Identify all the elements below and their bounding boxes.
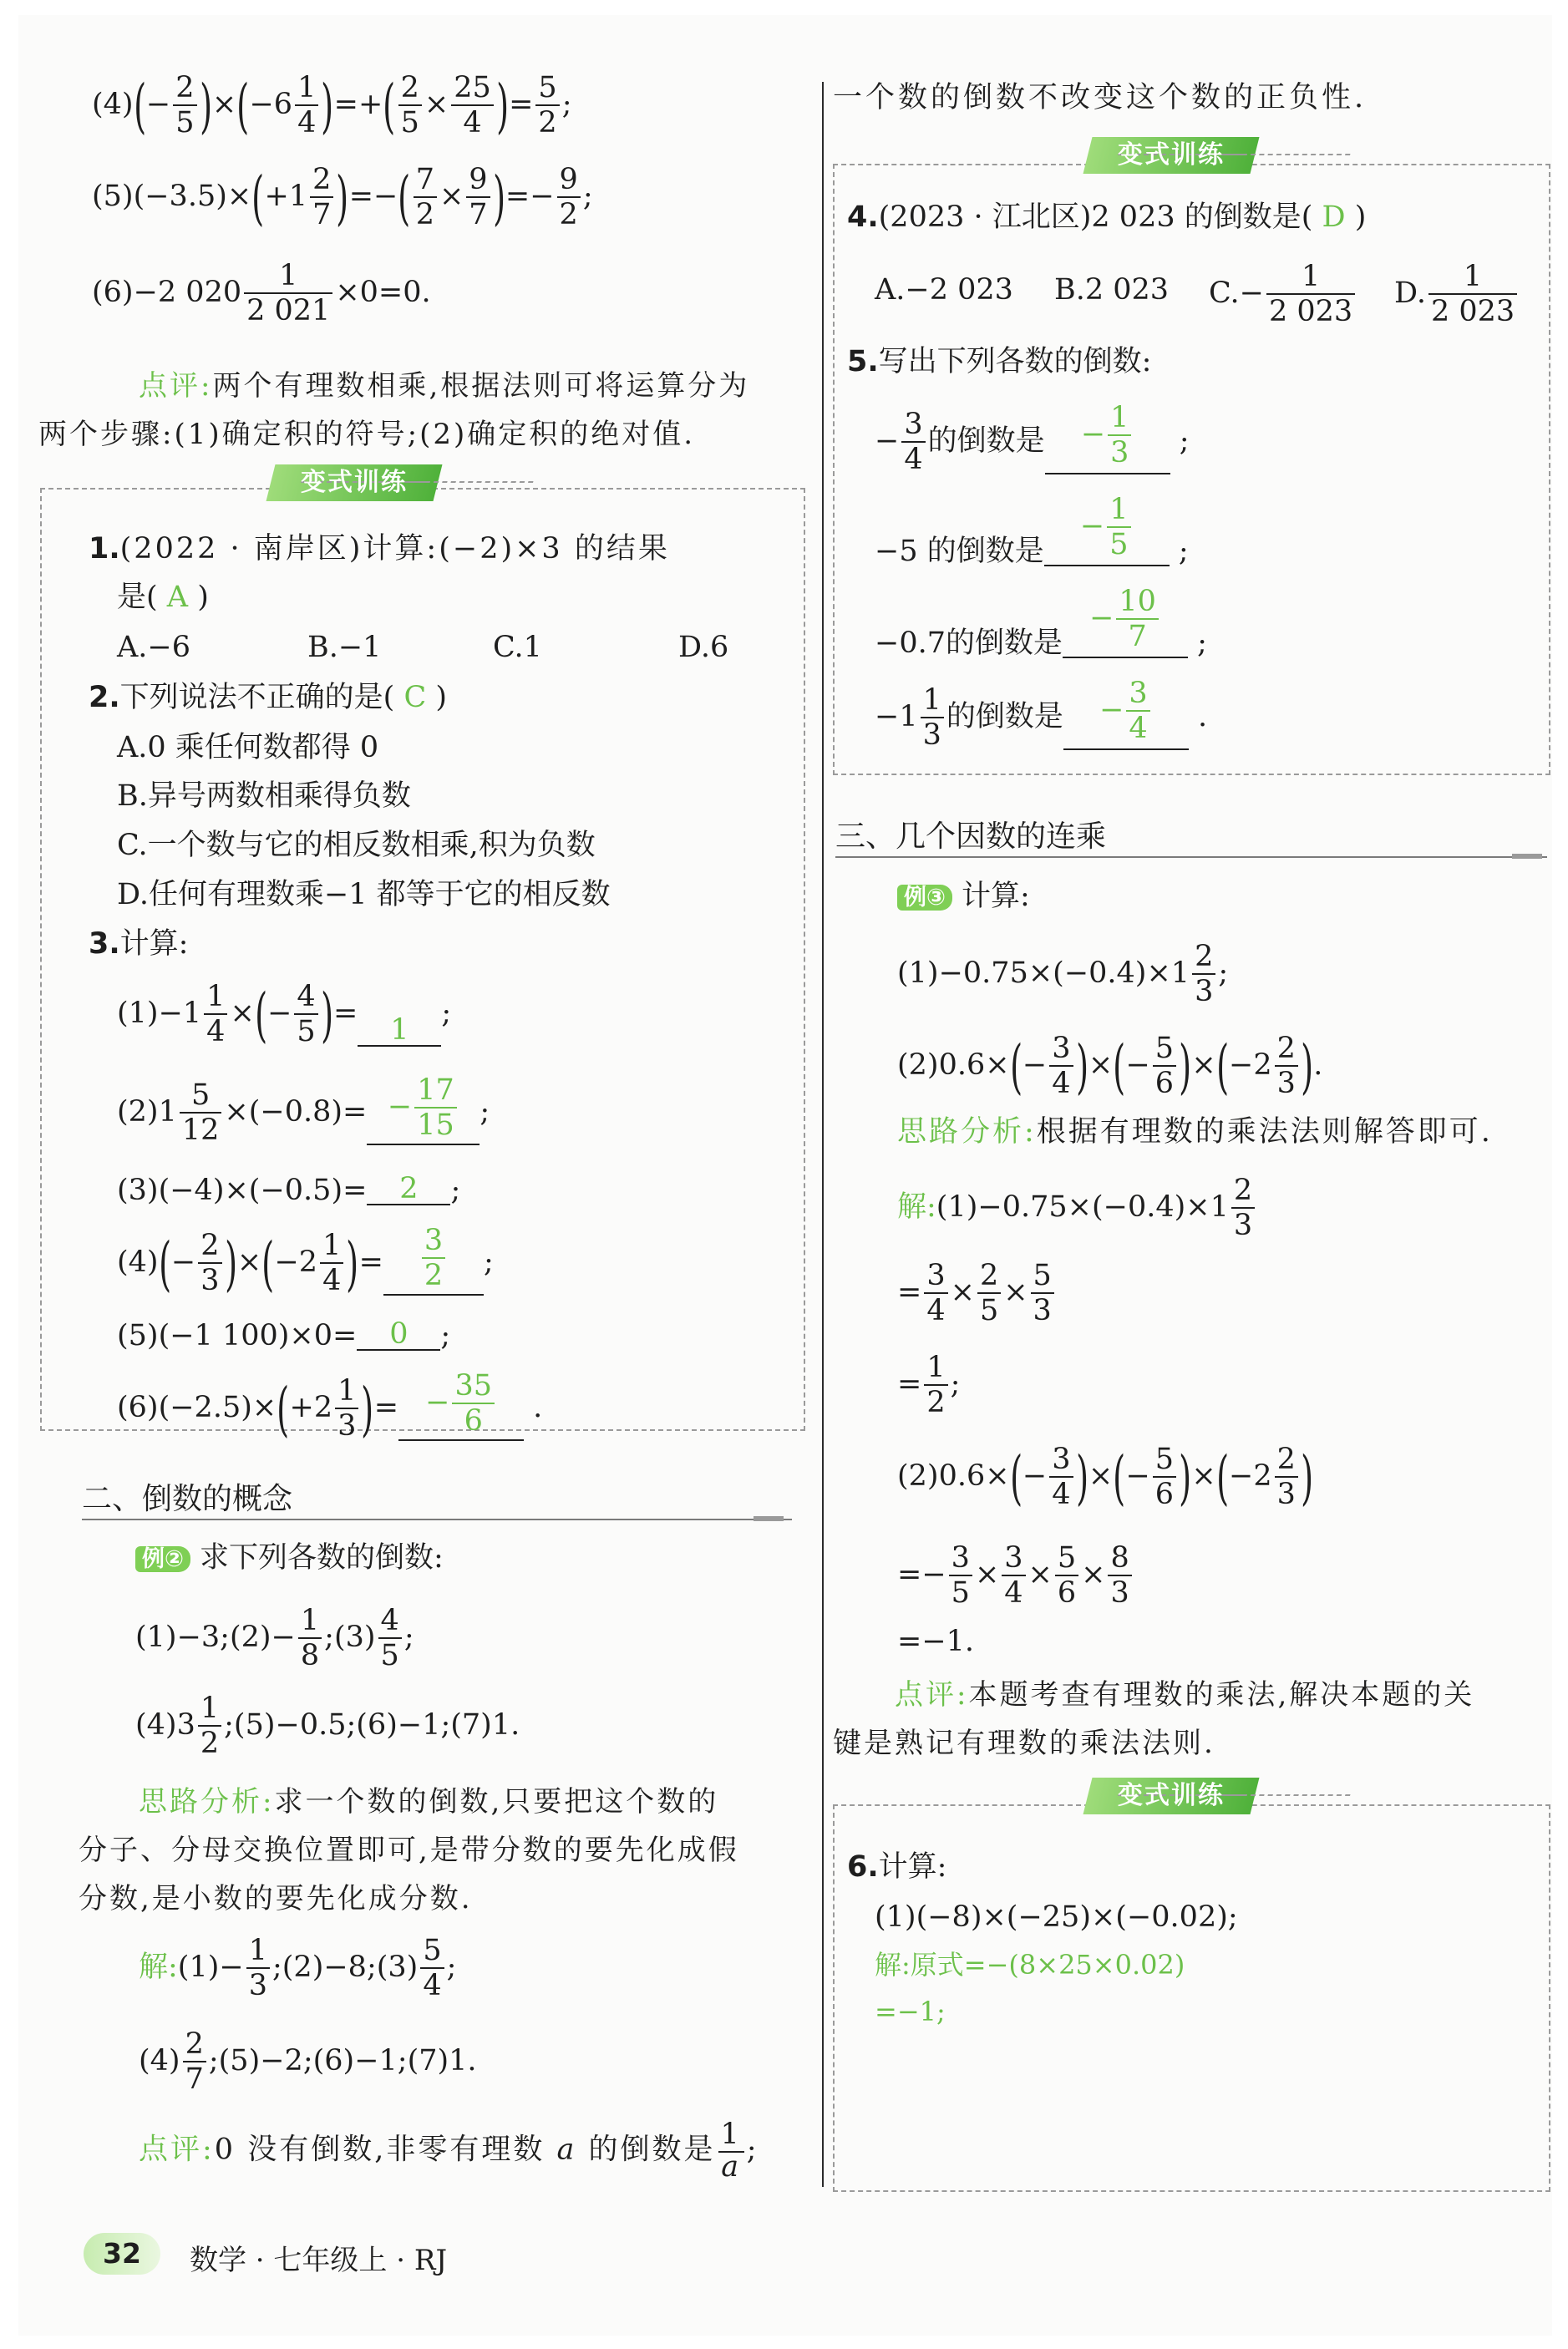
q1-option-d: D.6 [678, 631, 729, 664]
q4-option-b: B.2 023 [1054, 273, 1170, 307]
ex3-tag: 例③ [897, 885, 952, 911]
section-2-rule [82, 1519, 792, 1520]
q5: 5.写出下列各数的倒数: [847, 345, 1152, 378]
column-divider [822, 82, 824, 2187]
q4-option-c: C.− $\frac{1}{2 023}$ [1209, 262, 1357, 327]
ex3-s5: =− $\frac{3}{5}$ × $\frac{3}{4}$ × $\frac{5}{6}$ × $\frac{8}{3}$ [897, 1544, 1134, 1608]
comment-1: 点评:两个有理数相乘,根据法则可将运算分为 两个步骤:(1)确定积的符号;(2)确定积的绝对值. [38, 369, 750, 451]
q6-p1: (1)(−8)×(−25)×(−0.02); [875, 1900, 1238, 1934]
section-3-rule [835, 856, 1547, 858]
ex2-analysis: 思路分析:求一个数的倒数,只要把这个数的 分子、分母交换位置即可,是带分数的要先化成假 分数,是小数的要先化成分数. [79, 1785, 739, 1915]
q4-option-d: D. $\frac{1}{2 023}$ [1394, 262, 1520, 327]
section-2-rule-end [754, 1516, 784, 1521]
q3-p6: (6)(−2.5)×(+2 $\frac{1}{3}$ )= − $\frac{35}{6}$ . [117, 1369, 543, 1443]
q1-answer: A [166, 581, 189, 614]
ex2-heading: 例② 求下列各数的倒数: [135, 1544, 444, 1573]
right-continued-text: 一个数的倒数不改变这个数的正负性. [833, 81, 1368, 114]
ex3-s1: 解:(1)−0.75×(−0.4)×1 $\frac{2}{3}$ [897, 1176, 1257, 1240]
ex2-solution-2: (4) $\frac{2}{7}$ ;(5)−2;(6)−1;(7)1. [139, 2027, 477, 2096]
q2-option-c: C.一个数与它的相反数相乘,积为负数 [117, 829, 596, 862]
ex2-comment: 点评:0 没有倒数,非零有理数 a 的倒数是 $\frac{1}{a}$; [139, 2118, 759, 2184]
q3-p5: (5)(−1 100)×0= 0 ; [117, 1317, 451, 1352]
ex2-line1: (1)−3;(2)− $\frac{1}{8}$ ;(3) $\frac{4}{5}$ ; [135, 1604, 414, 1672]
section-2-title: 二、倒数的概念 [82, 1482, 293, 1516]
ex3-s4: (2)0.6×(− $\frac{3}{4}$ )×(− $\frac{5}{6}$ )×(−2 $\frac{2}{3}$ ) [897, 1443, 1314, 1512]
q2: 2.下列说法不正确的是( C ) [89, 681, 448, 714]
ex3-p1: (1)−0.75×(−0.4)×1 $\frac{2}{3}$ ; [897, 940, 1229, 1008]
q3-p3: (3)(−4)×(−0.5)= 2 ; [117, 1172, 461, 1207]
footer-text: 数学 · 七年级上 · RJ [190, 2244, 448, 2277]
ex2-line2: (4)3 $\frac{1}{2}$ ;(5)−0.5;(6)−1;(7)1. [135, 1692, 520, 1760]
ex1-item6: (6)−2 020 $\frac{1}{2 021}$ ×0=0. [92, 259, 431, 327]
q1-option-c: C.1 [493, 631, 542, 664]
section-3-title: 三、几个因数的连乘 [835, 819, 1107, 854]
q3-p2: (2)1 $\frac{5}{12}$ ×(−0.8)= − $\frac{17}{15}$ ; [117, 1073, 490, 1147]
ex2-solution-1: 解:(1)− $\frac{1}{3}$ ;(2)−8;(3) $\frac{5}{4}$ ; [139, 1934, 457, 2002]
q5-r2: −5 的倒数是− $\frac{1}{5}$ ; [875, 493, 1189, 568]
q1-option-b: B.−1 [307, 631, 382, 664]
q4-option-a: A.−2 023 [875, 273, 1013, 307]
q3-p1: (1)−1 $\frac{1}{4}$ ×(− $\frac{4}{5}$ )= 1 ; [117, 980, 452, 1049]
q5-r4: −1 $\frac{1}{3}$ 的倒数是 − $\frac{3}{4}$ . [875, 677, 1208, 752]
section-3-rule-end [1512, 854, 1542, 859]
q3-p4: (4)(− $\frac{2}{3}$ )×(−2 $\frac{1}{4}$ )= $\frac{3}{2}$ ; [117, 1224, 494, 1298]
practice-banner-2: 变式训练 [1083, 137, 1260, 174]
q6-answer-1: 解:原式=−(8×25×0.02) [875, 1949, 1185, 1981]
ex3-comment: 点评:本题考查有理数的乘法,解决本题的关 键是熟记有理数的乘法法则. [833, 1678, 1475, 1760]
q6-answer-2: =−1; [875, 1996, 946, 2027]
q1-line2: 是( A ) [117, 581, 209, 614]
q6: 6.计算: [847, 1850, 947, 1884]
q1: 1.(2022 · 南岸区)计算:(−2)×3 的结果 [89, 532, 670, 566]
q5-r3: −0.7的倒数是− $\frac{10}{7}$ ; [875, 585, 1207, 660]
ex3-s2: = $\frac{3}{4}$ × $\frac{2}{5}$ × $\frac{5}{3}$ [897, 1261, 1057, 1326]
ex3-heading: 例③ 计算: [897, 882, 1030, 911]
q2-option-b: B.异号两数相乘得负数 [117, 779, 411, 813]
q4: 4.(2023 · 江北区)2 023 的倒数是( D ) [847, 200, 1367, 234]
ex3-p2: (2)0.6×(− $\frac{3}{4}$ )×(− $\frac{5}{6}$ )×(−2 $\frac{2}{3}$ ). [897, 1032, 1323, 1101]
practice-banner-3: 变式训练 [1083, 1778, 1260, 1814]
q5-r1: − $\frac{3}{4}$ 的倒数是 − $\frac{1}{3}$ ; [875, 401, 1190, 476]
q1-option-a: A.−6 [117, 631, 190, 664]
ex1-item5: (5)(−3.5)×(+1 $\frac{2}{7}$ )=−( $\frac{7}{2}$ × $\frac{9}{7}$ )=− $\frac{9}{2}$ ; [92, 163, 593, 232]
ex1-item4: (4)(− $\frac{2}{5}$ )×(−6 $\frac{1}{4}$ )=+( $\frac{2}{5}$ × $\frac{25}{4}$ )= $\frac{5}{2}$ ; [92, 71, 572, 140]
ex3-analysis: 思路分析:根据有理数的乘法法则解答即可. [897, 1115, 1493, 1149]
q3: 3.计算: [89, 927, 189, 961]
ex3-s6: =−1. [897, 1625, 975, 1658]
page-number: 32 [84, 2233, 160, 2275]
practice-banner-1: 变式训练 [266, 464, 443, 501]
q2-option-d: D.任何有理数乘−1 都等于它的相反数 [117, 878, 611, 911]
q4-answer: D [1322, 200, 1346, 234]
ex3-s3: = $\frac{1}{2}$ ; [897, 1351, 961, 1419]
ex2-tag: 例② [135, 1546, 190, 1572]
page-sheet [18, 15, 1552, 2336]
q2-option-a: A.0 乘任何数都得 0 [117, 731, 379, 764]
q2-answer: C [403, 681, 427, 714]
